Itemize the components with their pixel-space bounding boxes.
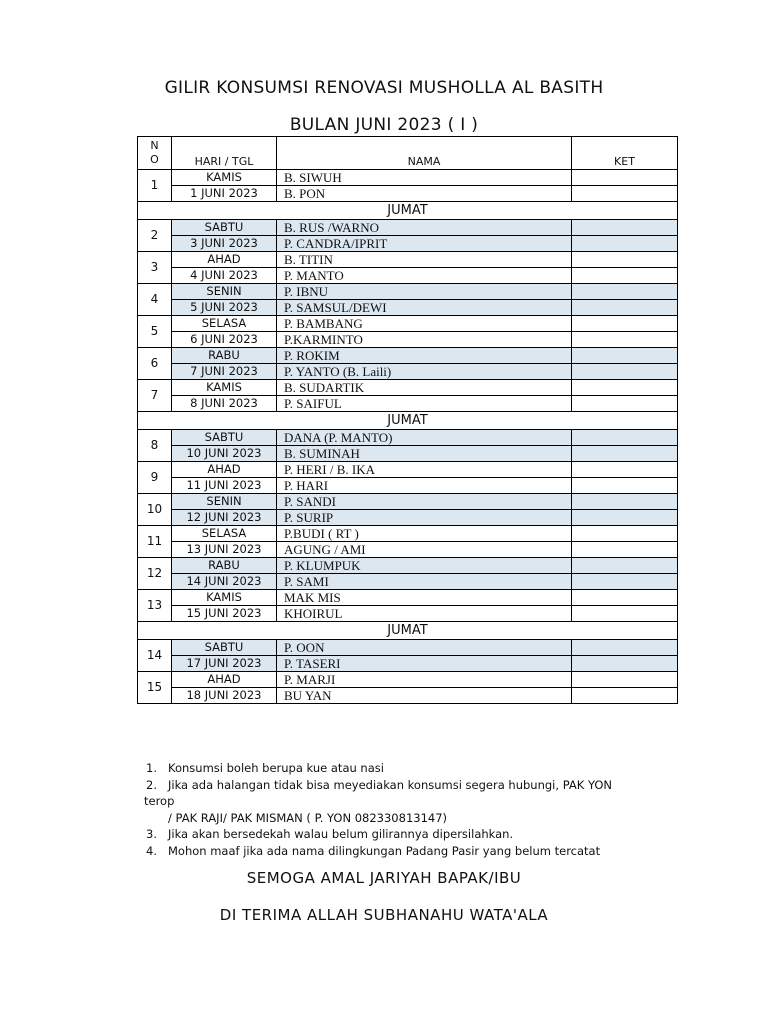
ket-cell	[572, 316, 678, 332]
ket-cell	[572, 606, 678, 622]
table-row	[138, 494, 678, 510]
table-row	[138, 656, 678, 672]
ket-cell	[572, 300, 678, 316]
jumat-row	[138, 202, 678, 220]
ket-cell	[572, 186, 678, 202]
table-row	[138, 268, 678, 284]
ket-cell	[572, 380, 678, 396]
closing-line-2: DI TERIMA ALLAH SUBHANAHU WATA'ALA	[219, 906, 549, 924]
ket-cell	[572, 446, 678, 462]
table-row	[138, 300, 678, 316]
name-cell: B. SIWUH	[277, 170, 572, 186]
ket-cell	[572, 526, 678, 542]
table-row	[138, 640, 678, 656]
table-row	[138, 558, 678, 574]
note-item-continued: / PAK RAJI/ PAK MISMAN ( P. YON 082330813147)	[168, 810, 448, 825]
row-number: 13	[138, 590, 172, 622]
note-item: 3. Jika akan bersedekah walau belum gilirannya dipersilahkan.	[146, 827, 514, 841]
day-cell: SABTU	[172, 220, 277, 236]
table-row	[138, 606, 678, 622]
table-row	[138, 332, 678, 348]
date-cell: 13 JUNI 2023	[172, 542, 277, 558]
row-number: 6	[138, 348, 172, 380]
table-row	[138, 220, 678, 236]
name-cell: P. ROKIM	[277, 348, 572, 364]
name-cell: P. MARJI	[277, 672, 572, 688]
ket-cell	[572, 462, 678, 478]
note-item: 2. Jika ada halangan tidak bisa meyediakan konsumsi segera hubungi, PAK YON	[146, 777, 613, 792]
row-number: 1	[138, 170, 172, 202]
date-cell: 15 JUNI 2023	[172, 606, 277, 622]
ket-cell	[572, 268, 678, 284]
row-number: 11	[138, 526, 172, 558]
day-cell: KAMIS	[172, 170, 277, 186]
row-number: 8	[138, 430, 172, 462]
header-ket: KET	[572, 137, 678, 170]
note-item: 4. Mohon maaf jika ada nama dilingkungan Padang Pasir yang belum tercatat	[146, 843, 601, 858]
date-cell: 7 JUNI 2023	[172, 364, 277, 380]
name-cell: KHOIRUL	[277, 606, 572, 622]
day-cell: AHAD	[172, 252, 277, 268]
name-cell: P. KLUMPUK	[277, 558, 572, 574]
table-row	[138, 526, 678, 542]
table-row	[138, 316, 678, 332]
ket-cell	[572, 430, 678, 446]
jumat-label: JUMAT	[138, 412, 678, 430]
ket-cell	[572, 348, 678, 364]
date-cell: 3 JUNI 2023	[172, 236, 277, 252]
ket-cell	[572, 396, 678, 412]
name-cell: B. RUS /WARNO	[277, 220, 572, 236]
document-title: GILIR KONSUMSI RENOVASI MUSHOLLA AL BASITH	[164, 78, 604, 98]
day-cell: KAMIS	[172, 590, 277, 606]
day-cell: SENIN	[172, 284, 277, 300]
header-day: HARI / TGL	[172, 137, 277, 170]
document-subtitle: BULAN JUNI 2023 ( I )	[289, 115, 479, 135]
table-row	[138, 446, 678, 462]
date-cell: 10 JUNI 2023	[172, 446, 277, 462]
row-number: 5	[138, 316, 172, 348]
table-row	[138, 186, 678, 202]
ket-cell	[572, 364, 678, 380]
name-cell: AGUNG / AMI	[277, 542, 572, 558]
ket-cell	[572, 478, 678, 494]
ket-cell	[572, 542, 678, 558]
jumat-label: JUMAT	[138, 622, 678, 640]
name-cell: MAK MIS	[277, 590, 572, 606]
row-number: 4	[138, 284, 172, 316]
date-cell: 18 JUNI 2023	[172, 688, 277, 704]
closing-line-1: SEMOGA AMAL JARIYAH BAPAK/IBU	[246, 869, 522, 887]
ket-cell	[572, 236, 678, 252]
ket-cell	[572, 510, 678, 526]
name-cell: P. HARI	[277, 478, 572, 494]
name-cell: P. BAMBANG	[277, 316, 572, 332]
day-cell: AHAD	[172, 462, 277, 478]
name-cell: B. PON	[277, 186, 572, 202]
date-cell: 4 JUNI 2023	[172, 268, 277, 284]
ket-cell	[572, 170, 678, 186]
name-cell: B. TITIN	[277, 252, 572, 268]
name-cell: P. SANDI	[277, 494, 572, 510]
row-number: 7	[138, 380, 172, 412]
table-row	[138, 364, 678, 380]
ket-cell	[572, 672, 678, 688]
note-item: 1. Konsumsi boleh berupa kue atau nasi	[146, 761, 384, 775]
table-row	[138, 284, 678, 300]
table-row	[138, 236, 678, 252]
table-row	[138, 688, 678, 704]
table-row	[138, 510, 678, 526]
ket-cell	[572, 688, 678, 704]
jumat-label: JUMAT	[138, 202, 678, 220]
header-name: NAMA	[277, 137, 572, 170]
name-cell: BU YAN	[277, 688, 572, 704]
row-number: 3	[138, 252, 172, 284]
table-row	[138, 380, 678, 396]
ket-cell	[572, 252, 678, 268]
table-row	[138, 396, 678, 412]
name-cell: B. SUMINAH	[277, 446, 572, 462]
ket-cell	[572, 558, 678, 574]
ket-cell	[572, 284, 678, 300]
name-cell: P. TASERI	[277, 656, 572, 672]
ket-cell	[572, 574, 678, 590]
ket-cell	[572, 494, 678, 510]
note-item-continued: terop	[144, 794, 175, 808]
name-cell: P. SAMSUL/DEWI	[277, 300, 572, 316]
day-cell: SELASA	[172, 526, 277, 542]
day-cell: KAMIS	[172, 380, 277, 396]
day-cell: SELASA	[172, 316, 277, 332]
table-row	[138, 574, 678, 590]
name-cell: P.BUDI ( RT )	[277, 526, 572, 542]
table-row	[138, 478, 678, 494]
ket-cell	[572, 220, 678, 236]
date-cell: 5 JUNI 2023	[172, 300, 277, 316]
name-cell: P. CANDRA/IPRIT	[277, 236, 572, 252]
ket-cell	[572, 590, 678, 606]
name-cell: DANA (P. MANTO)	[277, 430, 572, 446]
date-cell: 17 JUNI 2023	[172, 656, 277, 672]
name-cell: P.KARMINTO	[277, 332, 572, 348]
date-cell: 12 JUNI 2023	[172, 510, 277, 526]
table-row	[138, 252, 678, 268]
table-header-row	[138, 137, 678, 170]
day-cell: SABTU	[172, 430, 277, 446]
name-cell: P. SAIFUL	[277, 396, 572, 412]
name-cell: P. OON	[277, 640, 572, 656]
date-cell: 6 JUNI 2023	[172, 332, 277, 348]
row-number: 14	[138, 640, 172, 672]
row-number: 10	[138, 494, 172, 526]
day-cell: SABTU	[172, 640, 277, 656]
table-row	[138, 462, 678, 478]
ket-cell	[572, 640, 678, 656]
date-cell: 1 JUNI 2023	[172, 186, 277, 202]
name-cell: P. MANTO	[277, 268, 572, 284]
table-row	[138, 348, 678, 364]
table-row	[138, 590, 678, 606]
day-cell: SENIN	[172, 494, 277, 510]
date-cell: 14 JUNI 2023	[172, 574, 277, 590]
day-cell: RABU	[172, 348, 277, 364]
row-number: 15	[138, 672, 172, 704]
day-cell: RABU	[172, 558, 277, 574]
ket-cell	[572, 656, 678, 672]
row-number: 9	[138, 462, 172, 494]
table-row	[138, 430, 678, 446]
table-row	[138, 170, 678, 186]
name-cell: B. SUDARTIK	[277, 380, 572, 396]
name-cell: P. IBNU	[277, 284, 572, 300]
table-row	[138, 542, 678, 558]
date-cell: 11 JUNI 2023	[172, 478, 277, 494]
name-cell: P. HERI / B. IKA	[277, 462, 572, 478]
row-number: 2	[138, 220, 172, 252]
name-cell: P. SURIP	[277, 510, 572, 526]
header-no: N O	[138, 137, 172, 170]
name-cell: P. SAMI	[277, 574, 572, 590]
date-cell: 8 JUNI 2023	[172, 396, 277, 412]
table-row	[138, 672, 678, 688]
jumat-row	[138, 622, 678, 640]
jumat-row	[138, 412, 678, 430]
notes-list	[146, 760, 612, 859]
name-cell: P. YANTO (B. Laili)	[277, 364, 572, 380]
day-cell: AHAD	[172, 672, 277, 688]
row-number: 12	[138, 558, 172, 590]
ket-cell	[572, 332, 678, 348]
schedule-table	[137, 136, 678, 704]
